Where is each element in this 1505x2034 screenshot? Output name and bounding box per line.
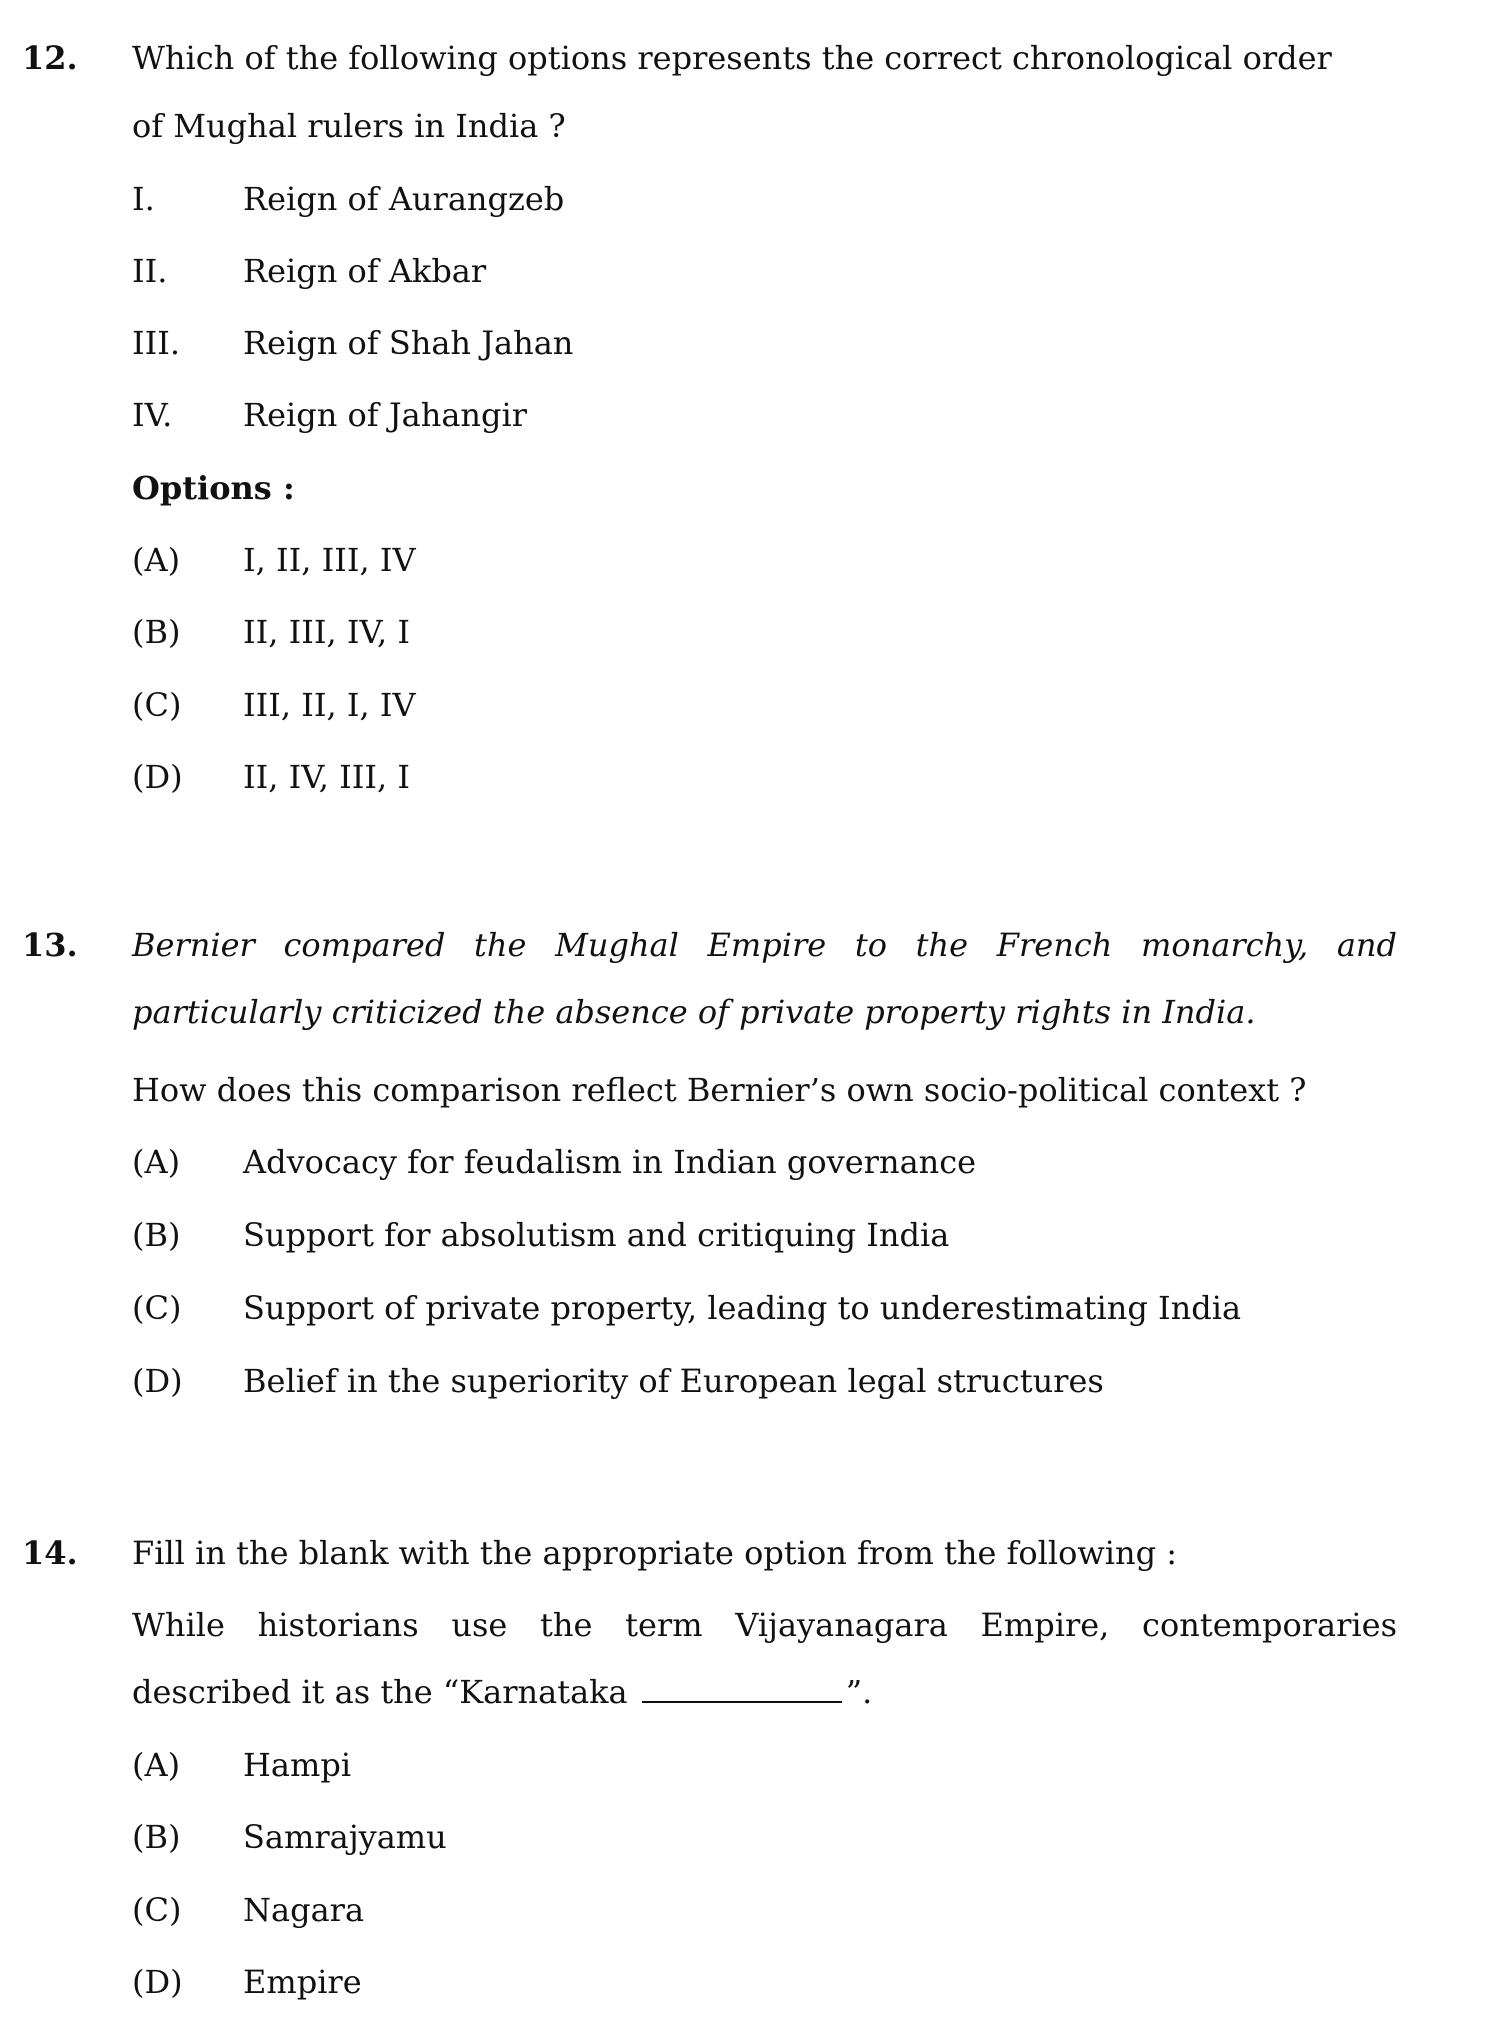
statement-text: Reign of Aurangzeb	[243, 180, 565, 218]
option-text: Advocacy for feudalism in Indian governance	[243, 1143, 977, 1181]
question-stem-line-with-blank	[132, 1672, 872, 1712]
question-stem-line: Bernier compared the Mughal Empire to the French monarchy, and	[132, 926, 1397, 964]
option-text: Hampi	[243, 1746, 352, 1784]
option-text: Nagara	[243, 1891, 365, 1929]
question-stem-line: Which of the following options represents the correct chronological order	[132, 39, 1332, 77]
option-label: (B)	[132, 613, 181, 651]
option-text: I, II, III, IV	[243, 541, 416, 579]
statement-text: Reign of Jahangir	[243, 396, 528, 434]
option-label: (D)	[132, 1963, 183, 2001]
option-label: (D)	[132, 1362, 183, 1400]
option-label: (A)	[132, 541, 181, 579]
statement-label: IV.	[132, 396, 173, 434]
option-label: (C)	[132, 1891, 182, 1929]
question-stem-line: While historians use the term Vijayanagara Empire, contemporaries	[132, 1606, 1397, 1644]
question-number: 13.	[22, 926, 78, 964]
statement-label: III.	[132, 324, 181, 362]
question-stem-line: of Mughal rulers in India ?	[132, 107, 566, 145]
option-text: Support of private property, leading to underestimating India	[243, 1289, 1242, 1327]
option-text: III, II, I, IV	[243, 686, 416, 724]
fill-in-blank	[642, 1675, 842, 1703]
question-stem-line: Fill in the blank with the appropriate option from the following :	[132, 1534, 1178, 1572]
blank-suffix: ”.	[845, 1673, 873, 1711]
option-label: (B)	[132, 1216, 181, 1254]
option-label: (C)	[132, 686, 182, 724]
options-heading: Options :	[132, 469, 295, 507]
statement-label: I.	[132, 180, 155, 218]
question-number: 14.	[22, 1534, 78, 1572]
option-label: (B)	[132, 1818, 181, 1856]
statement-text: Reign of Shah Jahan	[243, 324, 574, 362]
option-text: Support for absolutism and critiquing India	[243, 1216, 950, 1254]
option-text: Samrajyamu	[243, 1818, 447, 1856]
option-label: (D)	[132, 758, 183, 796]
statement-text: Reign of Akbar	[243, 252, 487, 290]
question-prompt: How does this comparison reflect Bernier’s own socio-political context ?	[132, 1071, 1307, 1109]
option-text: Belief in the superiority of European legal structures	[243, 1362, 1104, 1400]
blank-prefix: described it as the “Karnataka	[132, 1673, 628, 1711]
option-label: (A)	[132, 1143, 181, 1181]
option-text: Empire	[243, 1963, 362, 2001]
option-text: II, III, IV, I	[243, 613, 411, 651]
option-label: (C)	[132, 1289, 182, 1327]
question-number: 12.	[22, 39, 78, 77]
statement-label: II.	[132, 252, 168, 290]
option-text: II, IV, III, I	[243, 758, 411, 796]
question-stem-line: particularly criticized the absence of private property rights in India.	[132, 993, 1256, 1031]
option-label: (A)	[132, 1746, 181, 1784]
